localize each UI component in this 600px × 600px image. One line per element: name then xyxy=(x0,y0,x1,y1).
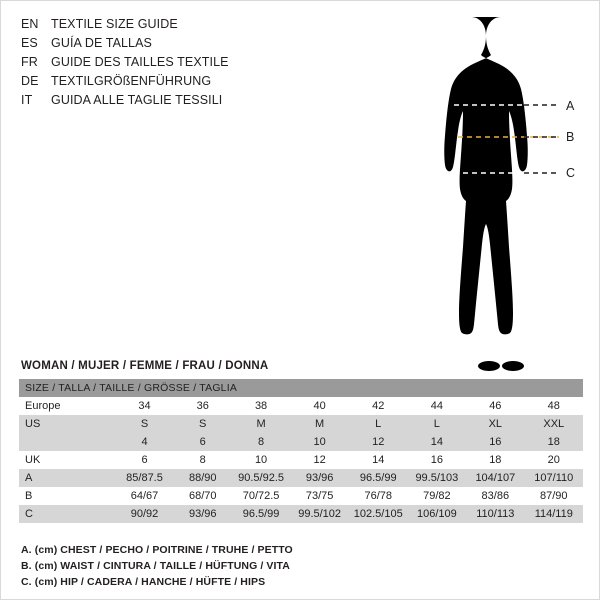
row-label: A xyxy=(25,472,33,484)
size-table xyxy=(19,379,583,523)
language-text: TEXTILE SIZE GUIDE xyxy=(51,17,178,31)
cell: 6 xyxy=(141,454,148,466)
cell: 64/67 xyxy=(130,490,159,502)
cell: 102.5/105 xyxy=(353,508,403,520)
language-text: GUÍA DE TALLAS xyxy=(51,36,152,50)
cell: 34 xyxy=(138,400,151,412)
cell: 90.5/92.5 xyxy=(238,472,284,484)
section-title: WOMAN / MUJER / FEMME / FRAU / DONNA xyxy=(21,360,269,372)
measure-label-b: B xyxy=(566,130,575,144)
female-silhouette-icon xyxy=(396,9,586,379)
cell: 110/113 xyxy=(476,508,515,520)
cell: 12 xyxy=(313,454,326,466)
cell: 14 xyxy=(372,454,385,466)
cell: 8 xyxy=(258,436,265,448)
cell: 16 xyxy=(489,436,502,448)
row-label: Europe xyxy=(25,400,61,412)
row-label: US xyxy=(25,418,41,430)
measure-label-c: C xyxy=(566,166,576,180)
language-row xyxy=(21,74,361,93)
measurement-legend xyxy=(21,542,293,590)
table-row xyxy=(19,397,583,415)
cell: 70/72.5 xyxy=(242,490,280,502)
cell: L xyxy=(433,418,440,430)
cell: 79/82 xyxy=(423,490,451,502)
cell: 87/90 xyxy=(540,490,568,502)
cell: 99.5/102 xyxy=(298,508,342,520)
cell: 83/86 xyxy=(481,490,510,502)
cell: 68/70 xyxy=(188,490,217,502)
table-header-label: SIZE / TALLA / TAILLE / GRÖSSE / TAGLIA xyxy=(25,382,238,394)
measure-label-a: A xyxy=(566,99,575,113)
table-row xyxy=(19,433,583,451)
cell: 18 xyxy=(489,454,502,466)
cell: M xyxy=(256,418,266,430)
cell: 48 xyxy=(547,400,560,412)
cell: 38 xyxy=(254,400,268,412)
language-row xyxy=(21,17,361,36)
cell: 18 xyxy=(547,436,560,448)
cell: 76/78 xyxy=(364,490,392,502)
row-label: C xyxy=(25,508,33,520)
cell: 40 xyxy=(313,400,326,412)
language-code: FR xyxy=(21,55,38,69)
table-row xyxy=(19,505,583,523)
table-row xyxy=(19,451,583,469)
table-row xyxy=(19,469,583,487)
table-header-row xyxy=(19,379,583,397)
row-label xyxy=(19,433,115,451)
language-list xyxy=(21,17,361,112)
cell: 10 xyxy=(313,436,326,448)
cell: 96.5/99 xyxy=(242,508,280,520)
language-code: IT xyxy=(21,93,33,107)
cell: 104/107 xyxy=(475,472,516,484)
cell: XL xyxy=(488,418,503,430)
language-code: ES xyxy=(21,36,38,50)
language-text: GUIDE DES TAILLES TEXTILE xyxy=(51,55,229,69)
table-row xyxy=(19,415,583,433)
cell: 88/90 xyxy=(188,472,217,484)
legend-line-b: B. (cm) WAIST / CINTURA / TAILLE / HÜFTUNG / VITA xyxy=(21,560,290,572)
legend-line-c: C. (cm) HIP / CADERA / HANCHE / HÜFTE / HIPS xyxy=(21,576,266,588)
cell: 93/96 xyxy=(305,472,334,484)
language-text: GUIDA ALLE TAGLIE TESSILI xyxy=(51,93,223,107)
cell: 85/87.5 xyxy=(126,472,163,484)
cell: S xyxy=(199,418,207,430)
cell: 107/110 xyxy=(534,472,574,484)
cell: 42 xyxy=(372,400,385,412)
cell: 4 xyxy=(141,436,148,448)
body-figure xyxy=(396,9,586,379)
cell: 44 xyxy=(430,400,443,412)
cell: 46 xyxy=(489,400,502,412)
language-row xyxy=(21,36,361,55)
cell: 90/92 xyxy=(130,508,159,520)
row-label: UK xyxy=(25,454,41,466)
language-row xyxy=(21,55,361,74)
cell: L xyxy=(375,418,382,430)
cell: 8 xyxy=(199,454,206,466)
legend-line-a: A. (cm) CHEST / PECHO / POITRINE / TRUHE / PETTO xyxy=(21,544,293,556)
language-text: TEXTILGRÖßENFÜHRUNG xyxy=(51,74,212,88)
cell: 12 xyxy=(372,436,385,448)
cell: 16 xyxy=(430,454,443,466)
language-code: EN xyxy=(21,17,39,31)
cell: M xyxy=(315,418,325,430)
language-code: DE xyxy=(21,74,39,88)
cell: S xyxy=(140,418,149,430)
cell: 114/119 xyxy=(534,508,573,520)
cell: 99.5/103 xyxy=(415,472,459,484)
cell: XXL xyxy=(543,418,565,430)
language-row xyxy=(21,93,361,112)
table-row xyxy=(19,487,583,505)
cell: 20 xyxy=(547,454,560,466)
cell: 96.5/99 xyxy=(359,472,397,484)
cell: 6 xyxy=(199,436,206,448)
cell: 106/109 xyxy=(416,508,457,520)
row-label: B xyxy=(25,490,33,502)
cell: 73/75 xyxy=(305,490,334,502)
cell: 14 xyxy=(430,436,443,448)
cell: 36 xyxy=(196,400,209,412)
cell: 10 xyxy=(254,454,268,466)
cell: 93/96 xyxy=(188,508,217,520)
